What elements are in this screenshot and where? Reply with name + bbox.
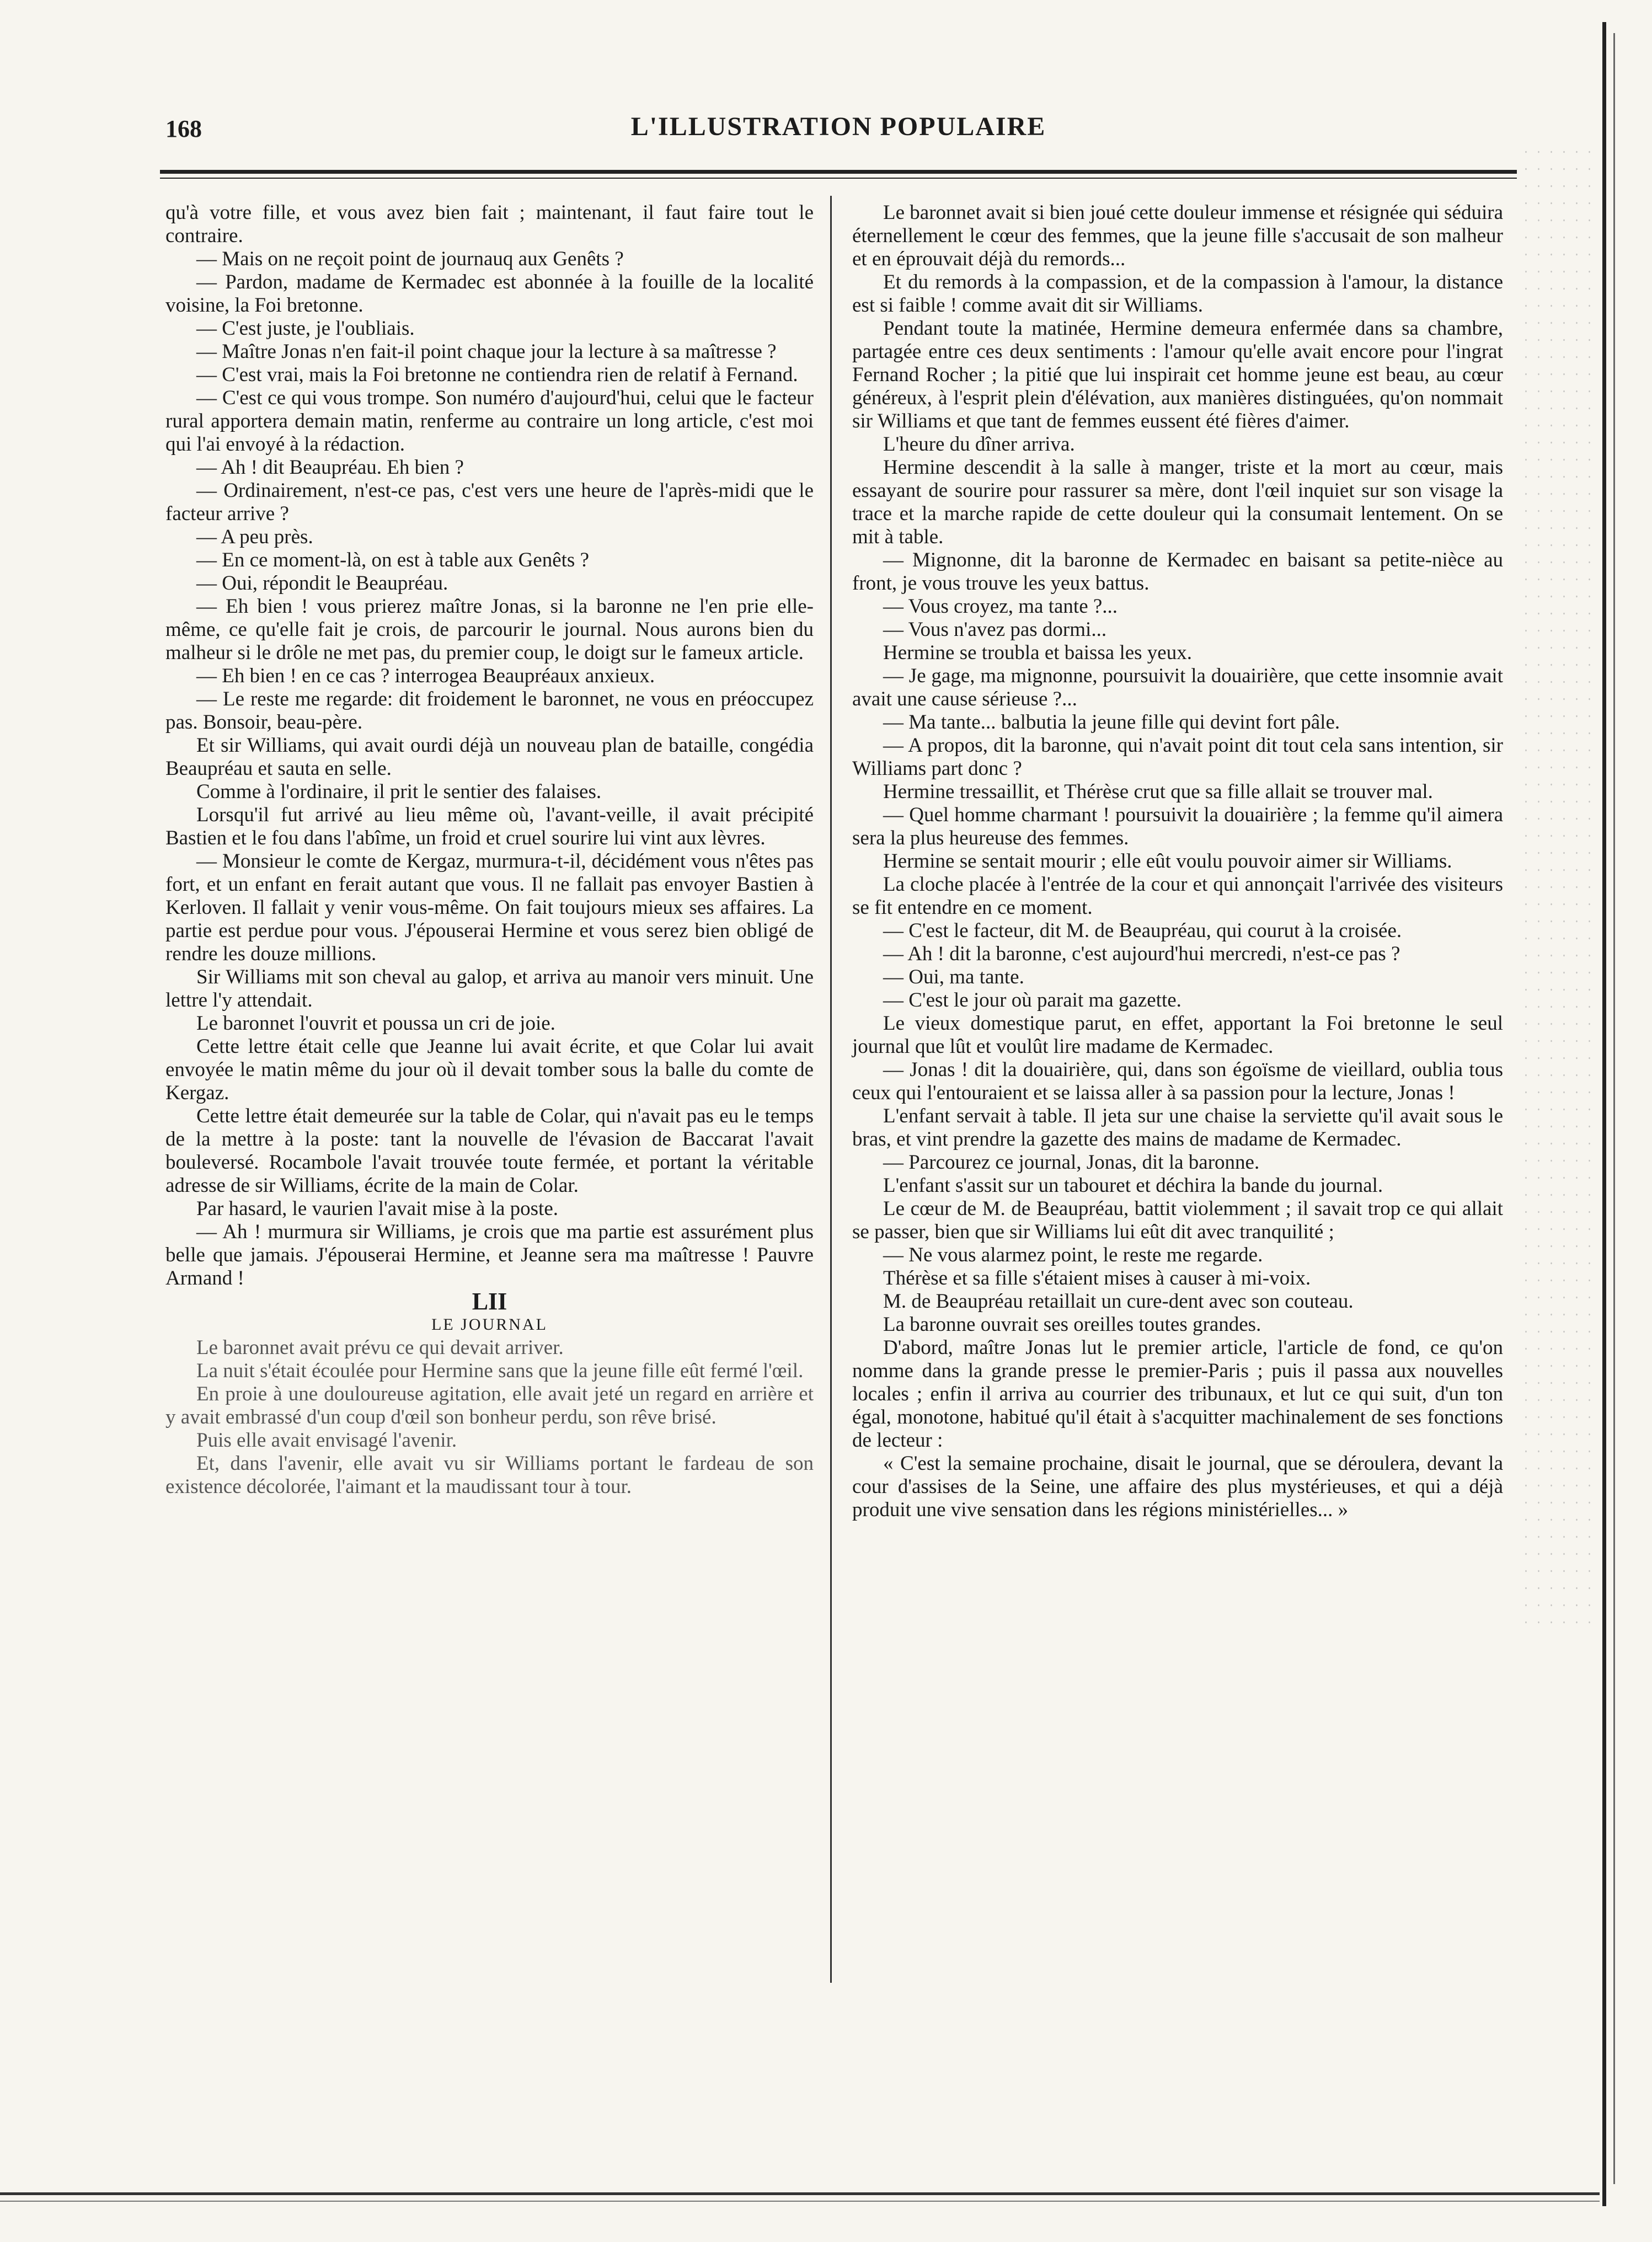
paragraph: — Ah ! dit la baronne, c'est aujourd'hui mercredi, n'est-ce pas ? — [883, 943, 1400, 965]
paragraph: — C'est le jour où parait ma gazette. — [883, 989, 1181, 1012]
paragraph: Par hasard, le vaurien l'avait mise à la poste. — [196, 1197, 558, 1220]
paragraph: Cette lettre était demeurée sur la table de Colar, qui n'avait pas eu le temps de la mettre à la poste: tant la nouvelle de l'évasion de Baccarat l'avait bouleversé. Rocambole l'avait trouvée toute fermée, et portant la véritable adresse de sir Williams, écrite de la main de Colar. — [165, 1105, 814, 1197]
paragraph: — Le reste me regarde: dit froidement le baronnet, ne vous en préoccupez pas. Bonsoir, beau-père. — [165, 688, 814, 734]
paragraph: — A propos, dit la baronne, qui n'avait point dit tout cela sans intention, sir Williams part donc ? — [852, 734, 1503, 780]
paragraph: L'enfant servait à table. Il jeta sur une chaise la serviette qu'il avait sous le bras, et vint prendre la gazette des mains de madame de Kermadec. — [852, 1105, 1503, 1151]
paragraph: Thérèse et sa fille s'étaient mises à causer à mi-voix. — [883, 1267, 1311, 1289]
paragraph: — Je gage, ma mignonne, poursuivit la douairière, que cette insomnie avait avait une cause sérieuse ?... — [852, 665, 1503, 710]
paragraph: Le vieux domestique parut, en effet, apportant la Foi bretonne le seul journal que lût et voulût lire madame de Kermadec. — [852, 1012, 1503, 1058]
chapter-title: LE JOURNAL — [431, 1315, 548, 1334]
paragraph: D'abord, maître Jonas lut le premier article, l'article de fond, ce qu'on nomme dans la grande presse le premier-Paris ; puis il passa aux nouvelles locales ; enfin il arriva au courrier des tribunaux, et lut ce qui suit, d'un ton égal, monotone, habitué qu'il était à s'acquitter machinalement de ses fonctions de lecteur : — [852, 1336, 1503, 1452]
paragraph: — A peu près. — [196, 526, 313, 548]
column-divider — [830, 196, 832, 1983]
paragraph: Et, dans l'avenir, elle avait vu sir Williams portant le fardeau de son existence décolorée, l'aimant et la maudissant tour à tour. — [165, 1452, 814, 1498]
paragraph: — C'est vrai, mais la Foi bretonne ne contiendra rien de relatif à Fernand. — [196, 363, 798, 386]
scan-noise — [1520, 143, 1597, 1633]
paragraph: M. de Beaupréau retaillait un cure-dent avec son couteau. — [883, 1290, 1354, 1313]
paragraph: — Ordinairement, n'est-ce pas, c'est vers une heure de l'après-midi que le facteur arrive ? — [165, 479, 814, 525]
paragraph: — Jonas ! dit la douairière, qui, dans son égoïsme de vieillard, oublia tous ceux qui l'entouraient et se laissa aller à sa passion pour la lecture, Jonas ! — [852, 1058, 1503, 1104]
paragraph: qu'à votre fille, et vous avez bien fait ; maintenant, il faut faire tout le contraire. — [165, 201, 814, 247]
paragraph: Lorsqu'il fut arrivé au lieu même où, l'avant-veille, il avait précipité Bastien et le fou dans l'abîme, un froid et cruel sourire lui vint aux lèvres. — [165, 804, 814, 849]
paragraph: L'enfant s'assit sur un tabouret et déchira la bande du journal. — [883, 1174, 1383, 1197]
paragraph: — Ah ! murmura sir Williams, je crois que ma partie est assurément plus belle que jamais. J'épouserai Hermine, et Jeanne sera ma maîtresse ! Pauvre Armand ! — [165, 1221, 814, 1289]
paragraph: — Parcourez ce journal, Jonas, dit la baronne. — [883, 1151, 1260, 1174]
paragraph: — Ne vous alarmez point, le reste me regarde. — [883, 1244, 1263, 1266]
paragraph: Et sir Williams, qui avait ourdi déjà un nouveau plan de bataille, congédia Beaupréau et sauta en selle. — [165, 734, 814, 780]
page-header — [160, 105, 1517, 143]
paragraph: Le baronnet l'ouvrit et poussa un cri de joie. — [196, 1012, 555, 1035]
paragraph: — C'est juste, je l'oubliais. — [196, 317, 415, 340]
paragraph: Cette lettre était celle que Jeanne lui avait écrite, et que Colar lui avait envoyée le matin même du jour où il devait tomber sous la balle du comte de Kergaz. — [165, 1035, 814, 1104]
paragraph: La nuit s'était écoulée pour Hermine sans que la jeune fille eût fermé l'œil. — [196, 1360, 804, 1382]
paragraph: Hermine se troubla et baissa les yeux. — [883, 641, 1192, 664]
paragraph: Hermine se sentait mourir ; elle eût voulu pouvoir aimer sir Williams. — [883, 850, 1452, 873]
right-column — [852, 201, 1503, 1522]
paragraph: — Eh bien ! vous prierez maître Jonas, si la baronne ne l'en prie elle-même, ce qu'elle fait je crois, de parcourir le journal. Nous aurons bien du malheur si le drôle ne met pas, du premier coup, le doigt sur le fameux article. — [165, 595, 814, 664]
paragraph: — Eh bien ! en ce cas ? interrogea Beaupréaux anxieux. — [196, 665, 655, 687]
paragraph: Sir Williams mit son cheval au galop, et arriva au manoir vers minuit. Une lettre l'y attendait. — [165, 966, 814, 1012]
paragraph: Le baronnet avait prévu ce qui devait arriver. — [196, 1336, 564, 1359]
left-column — [165, 201, 814, 1499]
header-rule-thin — [160, 178, 1517, 179]
paragraph: — C'est le facteur, dit M. de Beaupréau, qui courut à la croisée. — [883, 919, 1402, 942]
paragraph: — Ah ! dit Beaupréau. Eh bien ? — [196, 456, 464, 479]
page-number: 168 — [165, 115, 202, 142]
journal-title: L'ILLUSTRATION POPULAIRE — [630, 112, 1046, 141]
paragraph: — Quel homme charmant ! poursuivit la douairière ; la femme qu'il aimera sera la plus heureuse des femmes. — [852, 804, 1503, 849]
paragraph: Le cœur de M. de Beaupréau, battit violemment ; il savait trop ce qui allait se passer, bien que sir Williams lui eût dit avec tranquilité ; — [852, 1197, 1503, 1243]
paragraph: — Mais on ne reçoit point de journauq aux Genêts ? — [196, 248, 624, 270]
paragraph: — Vous n'avez pas dormi... — [883, 618, 1107, 641]
paragraph: — En ce moment-là, on est à table aux Genêts ? — [196, 549, 589, 571]
paragraph: — Mignonne, dit la baronne de Kermadec en baisant sa petite-nièce au front, je vous trouve les yeux battus. — [852, 549, 1503, 595]
page-edge-line — [1602, 22, 1606, 2206]
header-rule-thick — [160, 170, 1517, 174]
paragraph: Le baronnet avait si bien joué cette douleur immense et résignée qui séduira éternellement le cœur des femmes, que la jeune fille s'accusait de son malheur et en éprouvait déjà du remords... — [852, 201, 1503, 270]
paragraph: — C'est ce qui vous trompe. Son numéro d'aujourd'hui, celui que le facteur rural apportera demain matin, renferme au contraire un long article, c'est moi qui l'ai envoyé à la rédaction. — [165, 387, 814, 456]
paragraph: Pendant toute la matinée, Hermine demeura enfermée dans sa chambre, partagée entre ces deux sentiments : l'amour qu'elle avait encore pour l'ingrat Fernand Rocher ; la pitié que lui inspirait cet homme jeune est beau, au cœur généreux, à l'esprit plein d'élévation, aux manières distinguées, qu'on nommait sir Williams et que tant de femmes eussent été fières d'aimer. — [852, 317, 1503, 432]
paragraph: — Oui, ma tante. — [883, 966, 1024, 988]
paragraph: — Maître Jonas n'en fait-il point chaque jour la lecture à sa maîtresse ? — [196, 340, 777, 363]
page-edge-line — [1613, 33, 1615, 2184]
paragraph: — Monsieur le comte de Kergaz, murmura-t-il, décidément vous n'êtes pas fort, et un enfant en ferait autant que vous. Il ne fallait pas envoyer Bastien à Kerloven. Il fallait y venir vous-même. On fait toujours mieux ses affaires. La partie est perdue pour vous. J'épouserai Hermine et vous serez bien obligé de rendre les douze millions. — [165, 850, 814, 965]
paragraph: — Oui, répondit le Beaupréau. — [196, 572, 448, 595]
paragraph: La baronne ouvrait ses oreilles toutes grandes. — [883, 1313, 1261, 1336]
paragraph: La cloche placée à l'entrée de la cour et qui annonçait l'arrivée des visiteurs se fit entendre en ce moment. — [852, 873, 1503, 919]
paragraph: Hermine tressaillit, et Thérèse crut que sa fille allait se trouver mal. — [883, 780, 1433, 803]
paragraph: « C'est la semaine prochaine, disait le journal, que se déroulera, devant la cour d'assises de la Seine, une affaire des plus mystérieuses, et qui a déjà produit une vive sensation dans les régions ministérielles... » — [852, 1452, 1503, 1521]
paragraph: — Ma tante... balbutia la jeune fille qui devint fort pâle. — [883, 711, 1340, 734]
bottom-rule — [0, 2192, 1600, 2195]
paragraph: Puis elle avait envisagé l'avenir. — [196, 1429, 457, 1452]
paragraph: — Pardon, madame de Kermadec est abonnée à la fouille de la localité voisine, la Foi bretonne. — [165, 271, 814, 317]
chapter-number: LII — [472, 1288, 507, 1315]
paragraph: — Vous croyez, ma tante ?... — [883, 595, 1118, 618]
paragraph: Hermine descendit à la salle à manger, triste et la mort au cœur, mais essayant de sourire pour rassurer sa mère, dont l'œil inquiet sur son visage la trace et la marche rapide de cette douleur qui la consumait lentement. On se mit à table. — [852, 456, 1503, 548]
paragraph: L'heure du dîner arriva. — [883, 433, 1075, 456]
bottom-rule — [0, 2201, 1600, 2202]
paragraph: Et du remords à la compassion, et de la compassion à l'amour, la distance est si faible ! comme avait dit sir Williams. — [852, 271, 1503, 317]
paragraph: Comme à l'ordinaire, il prit le sentier des falaises. — [196, 780, 602, 803]
paragraph: En proie à une douloureuse agitation, elle avait jeté un regard en arrière et y avait embrassé d'un coup d'œil son bonheur perdu, son rêve brisé. — [165, 1383, 814, 1428]
